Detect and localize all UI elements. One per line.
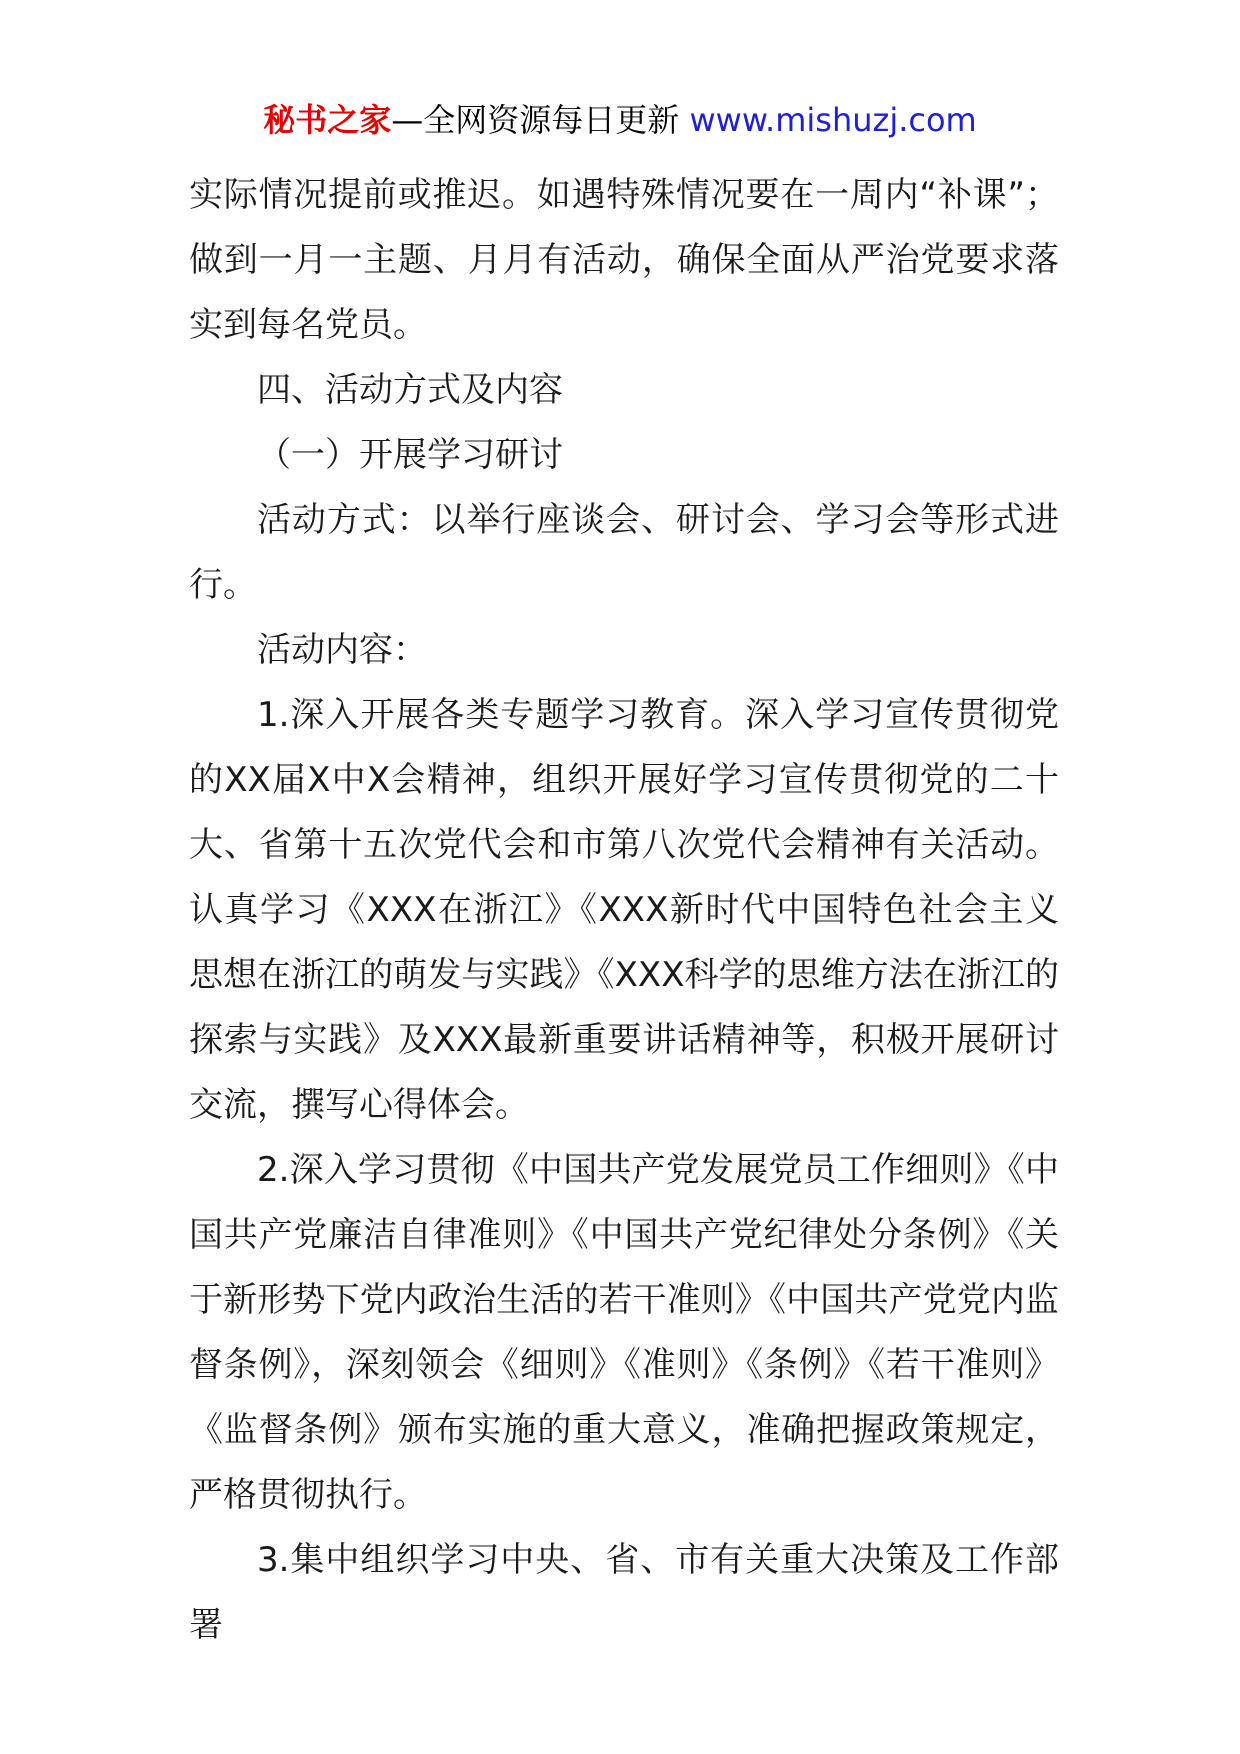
subsection-heading: （一）开展学习研讨 [257, 435, 563, 475]
content-item-3: 3.集中组织学习中央、省、市有关重大决策及工作部署 [189, 1540, 1059, 1645]
activity-content-label: 活动内容： [257, 630, 427, 670]
paragraph-continuation: 实际情况提前或推迟。如遇特殊情况要在一周内“补课”；做到一月一主题、月月有活动，确保全面从严治党要求落实到每名党员。 [189, 175, 1059, 345]
activity-method: 活动方式：以举行座谈会、研讨会、学习会等形式进行。 [189, 500, 1059, 605]
section-heading: 四、活动方式及内容 [257, 370, 563, 410]
page-header [0, 98, 1240, 142]
content-item-2: 2.深入学习贯彻《中国共产党发展党员工作细则》《中国共产党廉洁自律准则》《中国共产党纪律处分条例》《关于新形势下党内政治生活的若干准则》《中国共产党党内监督条例》，深刻领会《细则》《准则》《条例》《若干准则》《监督条例》颁布实施的重大意义，准确把握政策规定，严格贯彻执行。 [189, 1150, 1059, 1515]
header-brand: 秘书之家 [263, 101, 392, 139]
header-slogan: —全网资源每日更新 [391, 101, 680, 139]
document-body [189, 163, 1059, 1658]
content-item-1: 1.深入开展各类专题学习教育。深入学习宣传贯彻党的XX届X中X会精神，组织开展好学习宣传贯彻党的二十大、省第十五次党代会和市第八次党代会精神有关活动。认真学习《XXX在浙江》《XXX新时代中国特色社会主义思想在浙江的萌发与实践》《XXX科学的思维方法在浙江的探索与实践》及XXX最新重要讲话精神等，积极开展研讨交流，撰写心得体会。 [189, 695, 1059, 1125]
header-site-link[interactable]: www.mishuzj.com [679, 101, 977, 139]
